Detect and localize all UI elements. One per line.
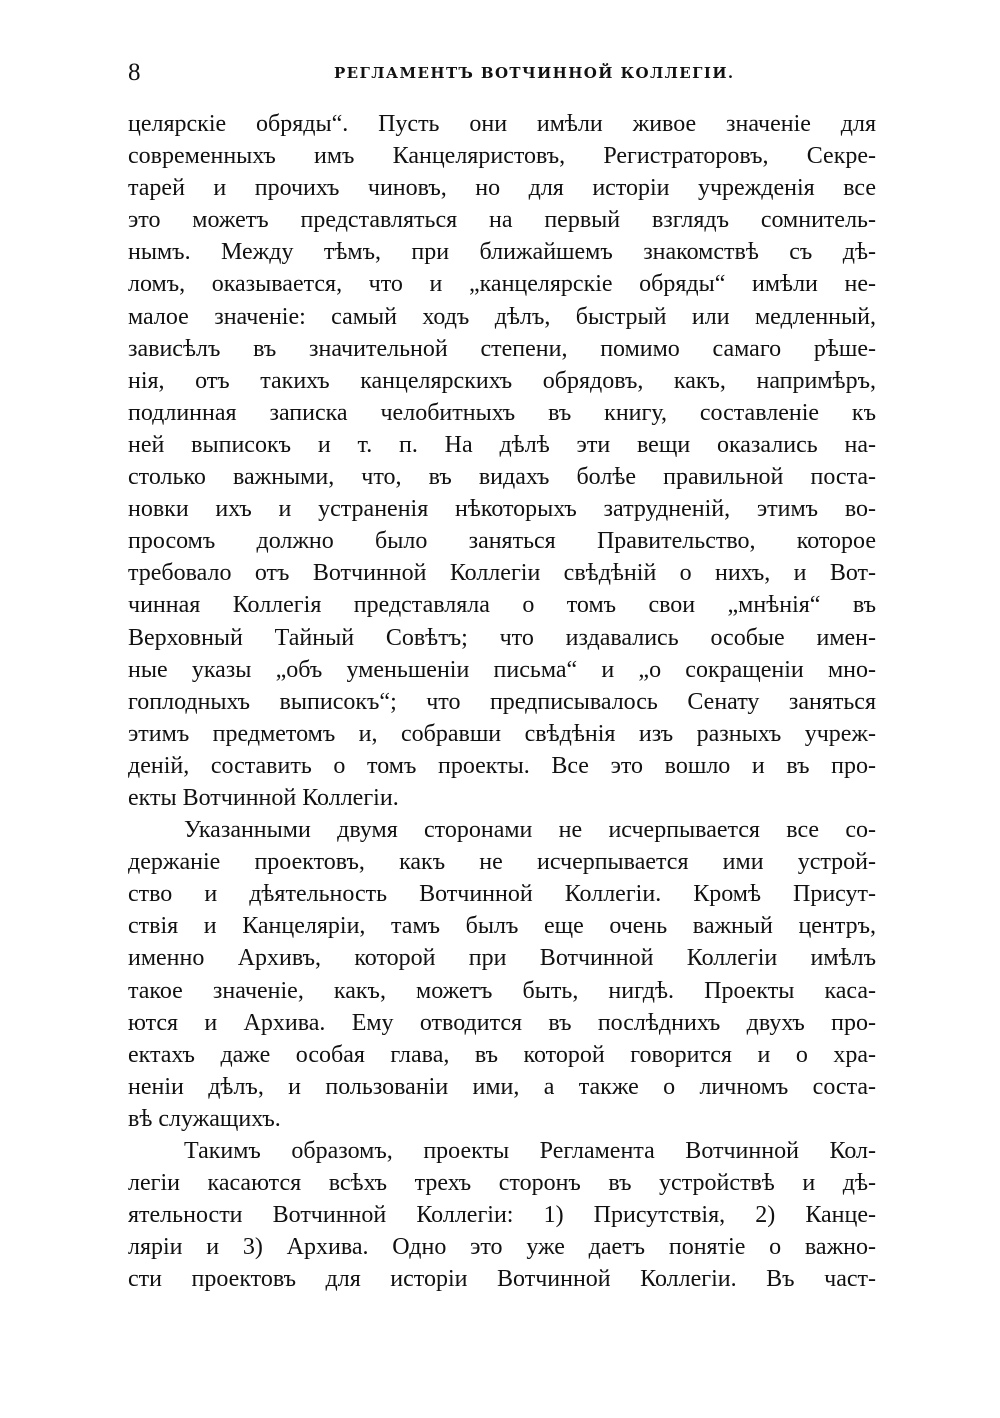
text-line: ней выписокъ и т. п. На дѣлѣ эти вещи оказались на- bbox=[128, 431, 876, 458]
text-line: чинная Коллегія представляла о томъ свои „мнѣнія“ въ bbox=[128, 592, 876, 619]
text-line: малое значеніе: самый ходъ дѣлъ, быстрый или медленный, bbox=[128, 303, 876, 330]
text-line: требовало отъ Вотчинной Коллегіи свѣдѣній о нихъ, и Вот- bbox=[128, 560, 876, 587]
text-line: просомъ должно было заняться Правительство, которое bbox=[128, 528, 876, 555]
text-line: ектахъ даже особая глава, въ которой говорится и о хра- bbox=[128, 1041, 876, 1068]
text-line: нымъ. Между тѣмъ, при ближайшемъ знакомствѣ съ дѣ- bbox=[128, 239, 876, 266]
text-line: столько важными, что, въ видахъ болѣе правильной поста- bbox=[128, 464, 876, 491]
page-number: 8 bbox=[128, 59, 141, 86]
text-line: это можетъ представляться на первый взглядъ сомнитель- bbox=[128, 207, 876, 234]
text-line: неніи дѣлъ, и пользованіи ими, а также о личномъ соста- bbox=[128, 1073, 876, 1100]
body-text bbox=[128, 108, 876, 1295]
text-line: новки ихъ и устраненія нѣкоторыхъ затрудненій, этимъ во- bbox=[128, 496, 876, 523]
text-line: ствія и Канцеляріи, тамъ былъ еще очень важный центръ, bbox=[128, 913, 876, 940]
text-line: ятельности Вотчинной Коллегіи: 1) Присутствія, 2) Канце- bbox=[128, 1202, 876, 1229]
running-title: РЕГЛАМЕНТЪ ВОТЧИННОЙ КОЛЛЕГІИ. bbox=[334, 64, 735, 82]
text-line: легіи касаются всѣхъ трехъ сторонъ въ устройствѣ и дѣ- bbox=[128, 1170, 876, 1197]
text-line: зависѣлъ въ значительной степени, помимо самаго рѣше- bbox=[128, 335, 876, 362]
text-line: ломъ, оказывается, что и „канцелярскіе обряды“ имѣли не- bbox=[128, 271, 876, 298]
text-line: ные указы „объ уменьшеніи письма“ и „о сокращеніи мно- bbox=[128, 656, 876, 683]
text-line: держаніе проектовъ, какъ не исчерпывается ими устрой- bbox=[128, 849, 876, 876]
paragraph-end-line: вѣ служащихъ. bbox=[128, 1105, 281, 1132]
text-line: современныхъ имъ Канцеляристовъ, Регистраторовъ, Секре- bbox=[128, 143, 876, 170]
text-line: этимъ предметомъ и, собравши свѣдѣнія изъ разныхъ учреж- bbox=[128, 720, 876, 747]
text-line: сти проектовъ для исторіи Вотчинной Коллегіи. Въ част- bbox=[128, 1266, 876, 1293]
text-line: ство и дѣятельность Вотчинной Коллегіи. Кромѣ Присут- bbox=[128, 881, 876, 908]
text-line: Верховный Тайный Совѣтъ; что издавались особые имен- bbox=[128, 624, 876, 651]
paragraph-start-line: Такимъ образомъ, проекты Регламента Вотчинной Кол- bbox=[184, 1138, 876, 1164]
text-line: тарей и прочихъ чиновъ, но для исторіи учрежденія все bbox=[128, 175, 876, 202]
text-line: гоплодныхъ выписокъ“; что предписывалось Сенату заняться bbox=[128, 688, 876, 715]
running-head bbox=[128, 58, 876, 88]
paragraph-end-line: екты Вотчинной Коллегіи. bbox=[128, 784, 399, 811]
paragraph-start-line: Указанными двумя сторонами не исчерпывается все со- bbox=[184, 817, 876, 844]
text-line: нія, отъ такихъ канцелярскихъ обрядовъ, какъ, напримѣръ, bbox=[128, 367, 876, 394]
text-line: ляріи и 3) Архива. Одно это уже даетъ понятіе о важно- bbox=[128, 1234, 876, 1261]
text-line: такое значеніе, какъ, можетъ быть, нигдѣ. Проекты каса- bbox=[128, 977, 876, 1004]
text-line: именно Архивъ, которой при Вотчинной Коллегіи имѣлъ bbox=[128, 945, 876, 972]
text-line: подлинная записка челобитныхъ въ книгу, составленіе къ bbox=[128, 399, 876, 426]
text-line: целярскіе обряды“. Пусть они имѣли живое значеніе для bbox=[128, 111, 876, 137]
text-line: деній, составить о томъ проекты. Все это вошло и въ про- bbox=[128, 752, 876, 779]
text-line: ются и Архива. Ему отводится въ послѣднихъ двухъ про- bbox=[128, 1009, 876, 1036]
